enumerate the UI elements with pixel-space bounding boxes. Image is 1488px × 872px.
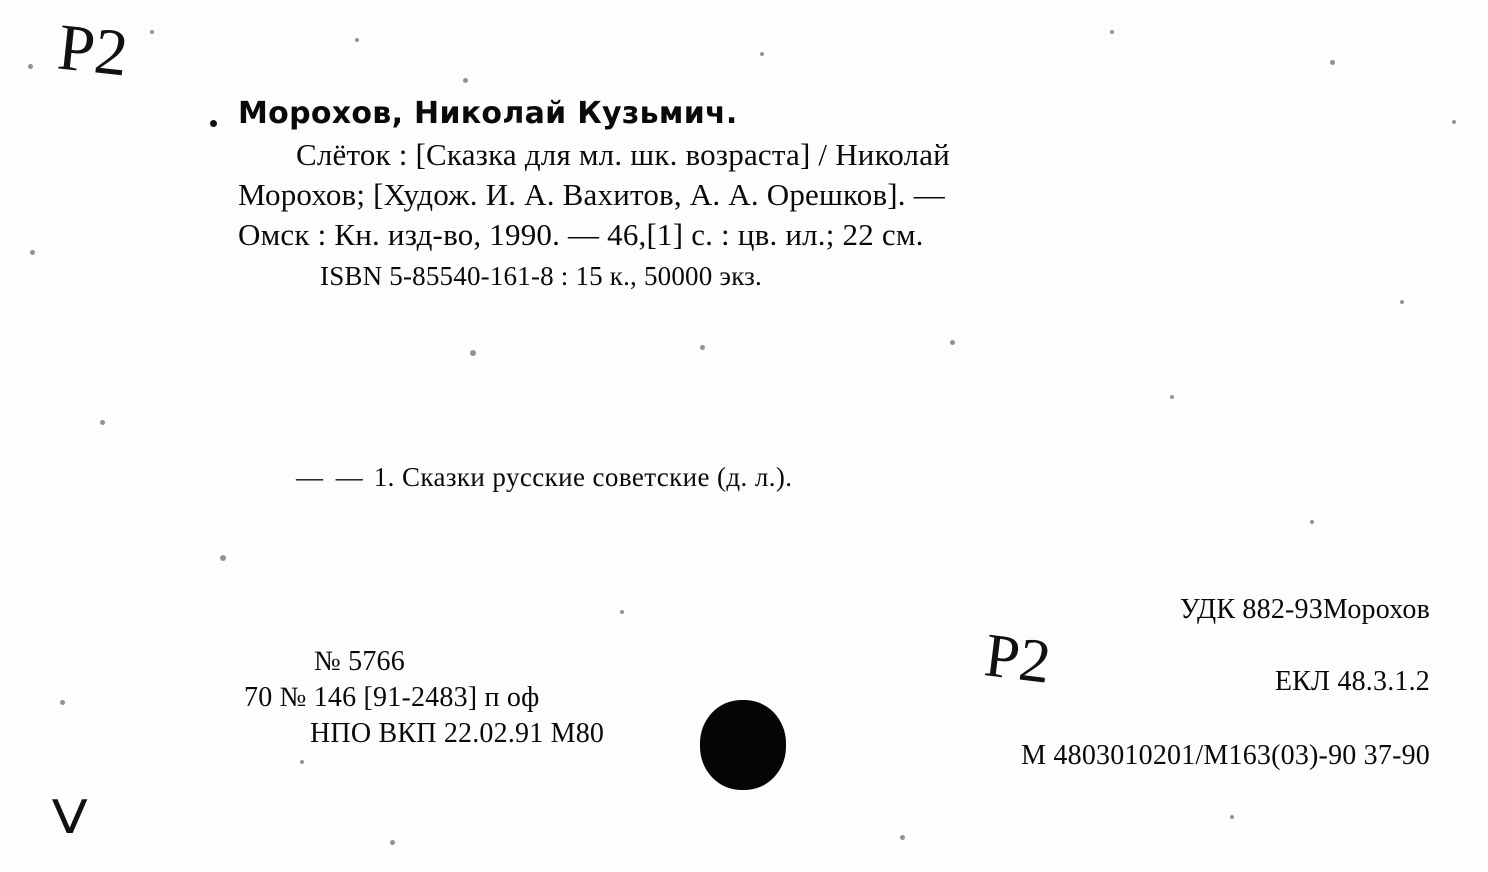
udc-code: УДК 882-93Морохов: [1179, 594, 1430, 625]
paper-speck: [950, 340, 955, 345]
paper-speck: [1330, 60, 1335, 65]
printer-codes-left: [244, 644, 604, 751]
subject-dashes: — —: [296, 462, 366, 492]
paper-speck: [150, 30, 154, 34]
record-number: № 5766: [314, 646, 405, 677]
paper-speck: [390, 840, 395, 845]
paper-speck: [470, 350, 476, 356]
paper-speck: [300, 760, 304, 764]
leading-dot: [210, 120, 217, 127]
classification-codes-right: [1021, 596, 1430, 770]
paper-speck: [1452, 120, 1456, 124]
paper-speck: [220, 555, 226, 561]
paper-speck: [30, 250, 35, 255]
paper-speck: [700, 345, 705, 350]
paper-speck: [760, 52, 764, 56]
paper-speck: [100, 420, 105, 425]
production-line: НПО ВКП 22.02.91 М80: [310, 717, 605, 749]
subject-heading-text: 1. Сказки русские советские (д. л.).: [373, 462, 793, 492]
author-heading: Морохов, Николай Кузьмич.: [238, 96, 738, 131]
paper-speck: [463, 78, 468, 83]
paper-speck: [1400, 300, 1404, 304]
paper-speck: [620, 610, 624, 614]
title-line-2: Морохов; [Худож. И. А. Вахитов, А. А. Орешков]. —: [238, 176, 945, 212]
isbn-line: ISBN 5-85540-161-8 : 15 к., 50000 экз.: [320, 261, 762, 292]
order-number: 70 № 146 [91-2483] п оф: [244, 681, 540, 713]
printing-code: М 4803010201/М163(03)-90 37-90: [1021, 740, 1430, 771]
paper-speck: [28, 64, 33, 69]
ink-blot: [700, 700, 786, 790]
title-statement: [238, 135, 1448, 256]
paper-speck: [1110, 30, 1114, 34]
ekl-code: ЕКЛ 48.3.1.2: [1274, 666, 1430, 697]
pen-annotation-middle: P2: [981, 621, 1055, 697]
title-line-1: Слёток : [Сказка для мл. шк. возраста] / Николай: [296, 136, 950, 172]
subject-tracing: [296, 462, 792, 493]
bibliographic-record: [238, 96, 1448, 292]
paper-speck: [355, 38, 359, 42]
paper-speck: [900, 835, 905, 840]
pen-annotation-bottom-left: V: [51, 790, 88, 844]
paper-speck: [1170, 395, 1174, 399]
paper-speck: [60, 700, 65, 705]
imprint-line: Омск : Кн. изд-во, 1990. — 46,[1] с. : цв. ил.; 22 см.: [238, 217, 924, 253]
paper-speck: [1230, 815, 1234, 819]
paper-speck: [1310, 520, 1314, 524]
pen-annotation-top-left: P2: [54, 10, 132, 91]
